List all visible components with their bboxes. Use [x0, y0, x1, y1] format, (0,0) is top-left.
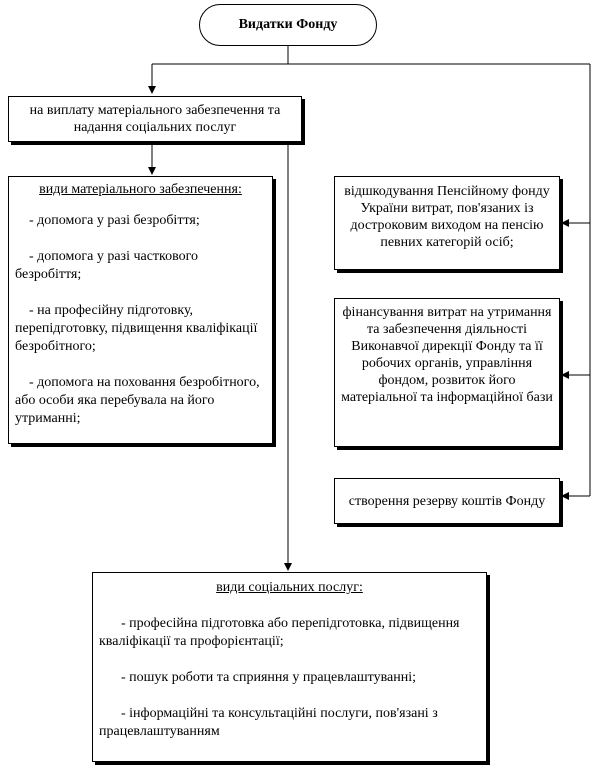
- material-support-item: - допомога на поховання безробітного, або особи яка перебувала на його утриманні;: [15, 375, 260, 426]
- pension-fund-box: [334, 176, 560, 270]
- material-support-heading: види матеріального забезпечення:: [39, 182, 242, 197]
- social-services-item: - інформаційні та консультаційні послуги, пов'язані з працевлаштуванням: [99, 706, 438, 739]
- social-services-box: [92, 572, 487, 762]
- admin-costs-text: фінансування витрат на утримання та забезпечення діяльності Виконавчої дирекції Фонду та її робочих органів, управління фондом, розвиток його матеріальної та інформаційної бази: [341, 305, 553, 405]
- admin-costs-box: [334, 298, 560, 447]
- title-text: Видатки Фонду: [238, 17, 338, 32]
- reserve-fund-box: [334, 478, 560, 524]
- payment-box-text: на виплату матеріального забезпечення та надання соціальних послуг: [29, 103, 281, 135]
- payment-box: [8, 96, 302, 142]
- social-services-item: - пошук роботи та сприяння у працевлаштуванні;: [121, 670, 417, 685]
- material-support-item: - допомога у разі часткового безробіття;: [15, 249, 199, 282]
- title-box: [199, 4, 377, 46]
- material-support-item: - допомога у разі безробіття;: [29, 213, 200, 228]
- pension-fund-text: відшкодування Пенсійному фонду України витрат, пов'язаних із достроковим виходом на пенсію певних категорій осіб;: [344, 184, 550, 250]
- material-support-box: [8, 176, 273, 444]
- reserve-fund-text: створення резерву коштів Фонду: [348, 493, 546, 509]
- material-support-item: - на професійну підготовку, перепідготовку, підвищення кваліфікації безробітного;: [15, 303, 258, 354]
- social-services-heading: види соціальних послуг:: [216, 580, 363, 595]
- social-services-item: - професійна підготовка або перепідготовка, підвищення кваліфікації та профорієнтації;: [99, 616, 460, 649]
